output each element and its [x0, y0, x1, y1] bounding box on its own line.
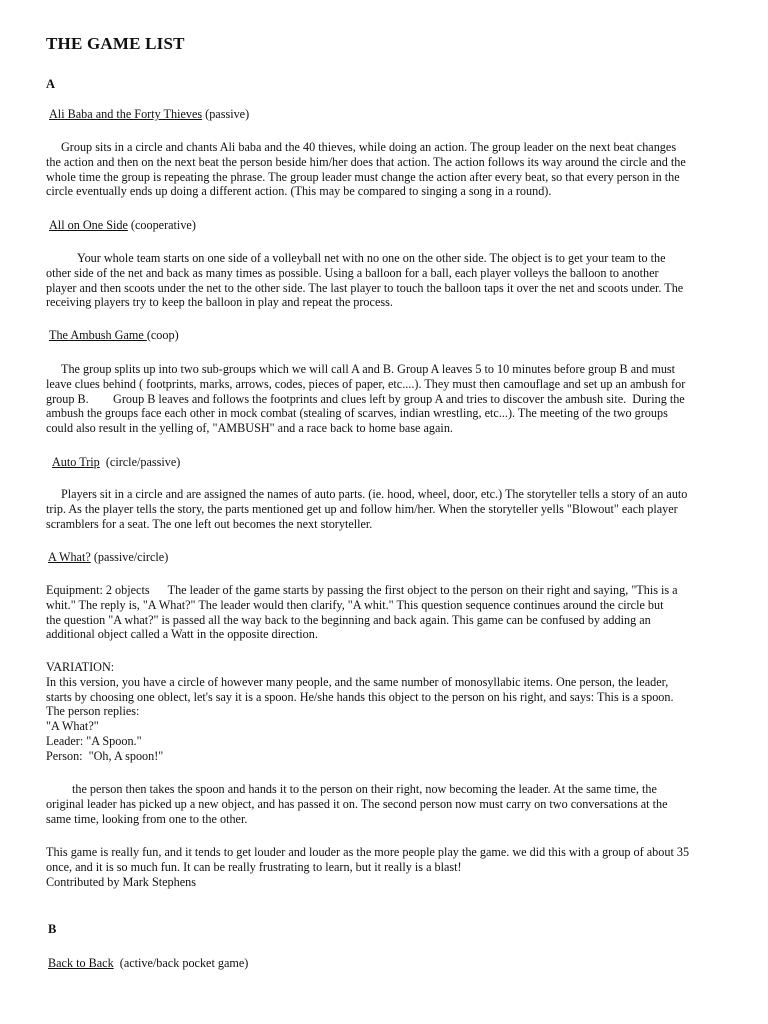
text-line: In this version, you have a circle of however many people, and the same number of monosyllabic items. One person, the leader,	[46, 674, 669, 689]
text-line: This game is really fun, and it tends to get louder and louder as the more people play the game. we did this with a group of about 35	[46, 845, 690, 859]
text-line: starts by choosing one oblect, let's say it is a spoon. He/she hands this object to the person on his right, and says: This is a spoon.	[46, 689, 674, 704]
section-letter-a: A	[46, 77, 56, 91]
text-line: The group splits up into two sub-groups which we will call A and B. Group A leaves 5 to 10 minutes before group B and must	[61, 362, 676, 376]
text-line: once, and it is so much fun. It can be really frustrating to learn, but it really is a blast!	[46, 859, 462, 874]
text-line: Group sits in a circle and chants Ali baba and the 40 thieves, while doing an action. The group leader on the next beat changes	[61, 140, 677, 154]
game-description-ali-baba	[46, 140, 718, 199]
closing-remarks	[46, 845, 718, 889]
game-heading-auto-trip	[52, 455, 180, 470]
text-line: group B. Group B leaves and follows the footprints and clues left by group A and tries to discover the ambush site. During the	[46, 391, 685, 406]
text-line: Your whole team starts on one side of a volleyball net with no one on the other side. The object is to get your team to the	[77, 251, 666, 265]
game-tag: (cooperative)	[130, 218, 196, 232]
text-line: leave clues behind ( footprints, marks, arrows, codes, pieces of paper, etc....). They must then camouflage and set up an ambush for	[46, 376, 686, 391]
document-title: THE GAME LIST	[46, 34, 185, 53]
text-line: same time, looking from one to the other.	[46, 811, 248, 826]
text-line: the question "A what?" is passed all the way back to the beginning and back again. This game can be confused by adding an	[46, 612, 651, 627]
text-line: scramblers for a seat. The one left out becomes the next storyteller.	[46, 516, 373, 531]
variation-followup	[46, 782, 718, 826]
variation-block	[46, 660, 718, 764]
game-heading-a-what	[48, 550, 168, 565]
game-description-auto-trip	[46, 487, 718, 531]
contributor-credit: Contributed by Mark Stephens	[46, 874, 196, 889]
variation-heading: VARIATION:	[46, 660, 115, 674]
game-heading-ambush-game	[49, 328, 179, 343]
game-tag: (circle/passive)	[102, 455, 181, 469]
section-letter-b: B	[48, 922, 57, 936]
text-line: the person then takes the spoon and hands it to the person on their right, now becoming the leader. At the same time, the	[72, 782, 657, 796]
text-line: ambush the groups face each other in mock combat (stealing of scarves, indian wrestling, etc...). The meeting of the two groups	[46, 406, 668, 421]
text-line: trip. As the player tells the story, the parts mentioned get up and follow him/her. When the storyteller yells "Blowout" each player	[46, 501, 678, 516]
text-line: could also result in the yelling of, "AMBUSH" and a race back to home base again.	[46, 421, 453, 436]
text-line: receiving players try to keep the balloon in play and repeat the process.	[46, 295, 393, 310]
text-line: Equipment: 2 objects The leader of the game starts by passing the first object to the person on their right and saying, "This is a	[46, 583, 678, 597]
text-line: player and then scoots under the net to the other side. The last player to touch the balloon taps it over the net and scoots under. The	[46, 280, 684, 295]
text-line: the action and then on the next beat the person beside him/her does that action. The action follows its way around the circle and the	[46, 154, 686, 169]
text-line: whole time the group is repeating the phrase. The group leader must change the action after every beat, so that every person in the	[46, 169, 680, 184]
text-line: "A What?"	[46, 719, 99, 734]
text-line: other side of the net and back as many times as possible. Using a balloon for a ball, each player volleys the balloon to another	[46, 265, 659, 280]
text-line: Leader: "A Spoon."	[46, 733, 142, 748]
game-heading-back-to-back	[48, 956, 248, 971]
game-description-ambush-game	[46, 362, 718, 436]
game-heading-ali-baba	[49, 107, 249, 122]
game-tag: (coop)	[146, 328, 179, 342]
game-tag: (passive)	[205, 107, 250, 121]
text-line: Person: "Oh, A spoon!"	[46, 748, 164, 763]
game-name: Back to Back	[48, 956, 114, 970]
game-tag: (active/back pocket game)	[116, 956, 249, 970]
game-name: Ali Baba and the Forty Thieves	[49, 107, 203, 121]
game-heading-all-on-one-side	[49, 218, 196, 233]
text-line: additional object called a Watt in the opposite direction.	[46, 627, 318, 642]
text-line: whit." The reply is, "A What?" The leader would then clarify, "A whit." This question sequence continues around the circle but	[46, 597, 664, 612]
game-tag: (passive/circle)	[93, 550, 169, 564]
text-line: original leader has picked up a new object, and has passed it on. The second person now must carry on two conversations at the	[46, 796, 668, 811]
game-name: Auto Trip	[52, 455, 100, 469]
text-line: circle eventually ends up doing a different action. (This may be compared to singing a song in a round).	[46, 184, 552, 199]
game-description-all-on-one-side	[46, 251, 718, 310]
game-name: The Ambush Game	[49, 328, 147, 342]
game-name: All on One Side	[49, 218, 128, 232]
game-name: A What?	[48, 550, 91, 564]
text-line: The person replies:	[46, 704, 140, 719]
game-description-a-what	[46, 583, 718, 642]
text-line: Players sit in a circle and are assigned the names of auto parts. (ie. hood, wheel, door, etc.) The storyteller tells a story of an auto	[61, 487, 688, 501]
